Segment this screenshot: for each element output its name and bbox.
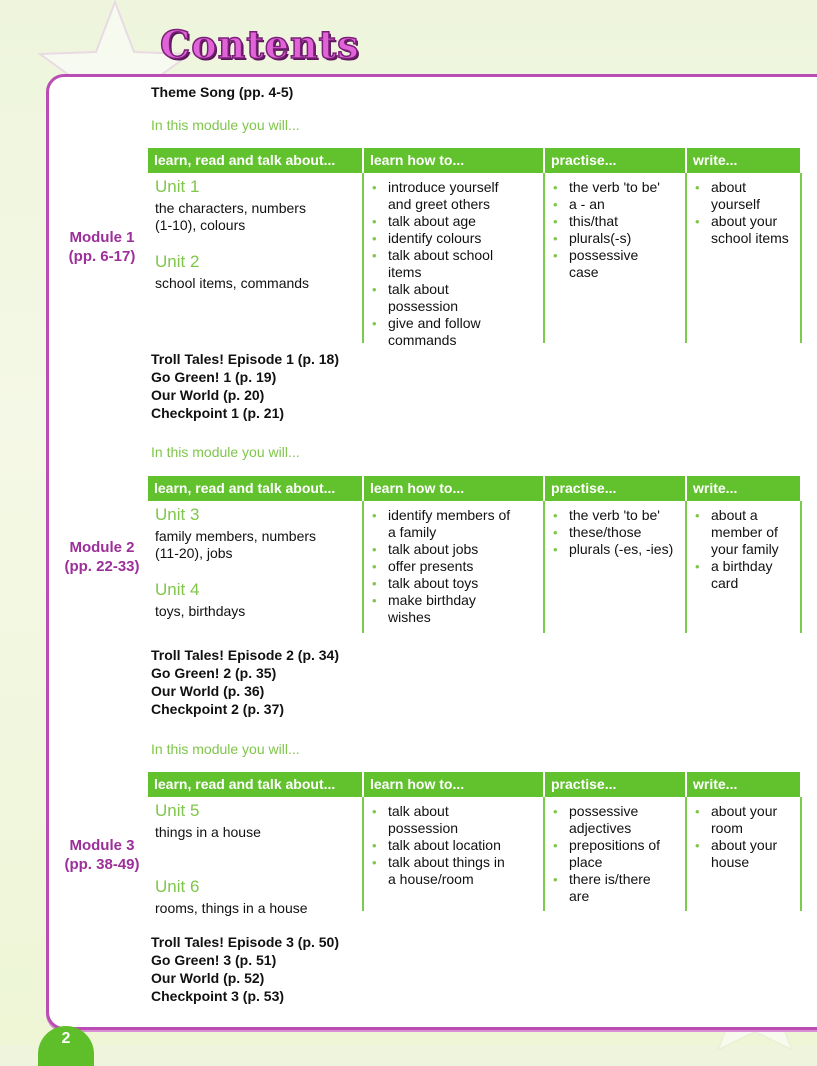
page-title: Contents <box>160 22 360 67</box>
list-item <box>549 524 683 541</box>
column-header: write... <box>687 772 800 797</box>
column-divider <box>800 501 802 633</box>
module-label <box>52 538 152 576</box>
learn-how-list <box>368 179 541 349</box>
list-item <box>691 213 798 247</box>
extra-item: Our World (p. 36) <box>151 683 265 699</box>
module-intro: In this module you will... <box>151 444 300 460</box>
column-header-row <box>148 772 802 797</box>
unit-description-line: (11-20), jobs <box>155 545 233 561</box>
unit-description-line: rooms, things in a house <box>155 900 308 916</box>
list-item <box>549 837 683 871</box>
column-header: write... <box>687 148 800 173</box>
list-item <box>368 575 541 592</box>
extra-item: Go Green! 1 (p. 19) <box>151 369 277 385</box>
unit-description-line: family members, numbers <box>155 528 317 544</box>
list-item-line: • plurals (-es, -ies) <box>569 541 674 557</box>
module-extras <box>151 933 339 1005</box>
module-name: Module 2 <box>69 539 135 556</box>
module-name: Module 1 <box>69 229 135 246</box>
list-item-line: case <box>569 264 599 280</box>
list-item-line: • the verb 'to be' <box>569 507 660 523</box>
column-divider <box>685 173 687 343</box>
list-item <box>549 230 683 247</box>
write-list <box>691 507 798 592</box>
unit-title: Unit 5 <box>155 801 200 820</box>
list-item-line: • talk about things in <box>388 854 505 870</box>
column-divider <box>362 173 364 343</box>
list-item <box>368 281 541 315</box>
list-item-line: • talk about toys <box>388 575 479 591</box>
extra-item: Checkpoint 3 (p. 53) <box>151 988 285 1004</box>
list-item <box>368 541 541 558</box>
module-pages: (pp. 22-33) <box>64 558 140 575</box>
list-item-line: • talk about school <box>388 247 494 263</box>
module-extras <box>151 350 339 422</box>
column-header: write... <box>687 476 800 501</box>
column-header-row <box>148 148 802 173</box>
column-divider <box>543 797 545 911</box>
list-item-line: • prepositions of <box>569 837 661 853</box>
column-header: practise... <box>545 772 685 797</box>
unit-title: Unit 4 <box>155 580 200 599</box>
list-item-line: member of <box>711 524 778 540</box>
list-item <box>691 803 798 837</box>
list-item-line: adjectives <box>569 820 632 836</box>
list-item-line: • there is/there <box>569 871 651 887</box>
practise-list <box>549 803 683 905</box>
list-item <box>549 196 683 213</box>
column-divider <box>543 501 545 633</box>
list-item-line: • plurals(-s) <box>569 230 632 246</box>
unit-description <box>155 603 360 620</box>
learn-how-list <box>368 803 541 888</box>
unit-description-line: the characters, numbers <box>155 200 306 216</box>
list-item-line: possession <box>388 298 459 314</box>
extra-item: Checkpoint 2 (p. 37) <box>151 701 285 717</box>
unit-description <box>155 900 360 917</box>
column-header: learn, read and talk about... <box>148 772 362 797</box>
list-item-line: • these/those <box>569 524 642 540</box>
list-item-line: • identify colours <box>388 230 482 246</box>
practise-list <box>549 507 683 558</box>
column-header: practise... <box>545 476 685 501</box>
unit-description <box>155 824 360 841</box>
list-item <box>368 558 541 575</box>
list-item-line: • possessive <box>569 247 639 263</box>
list-item <box>549 871 683 905</box>
extra-item: Our World (p. 20) <box>151 387 265 403</box>
list-item-line: possession <box>388 820 459 836</box>
extra-item: Troll Tales! Episode 2 (p. 34) <box>151 647 340 663</box>
list-item-line: • about your <box>711 803 778 819</box>
list-item-line: a house/room <box>388 871 474 887</box>
list-item-line: room <box>711 820 743 836</box>
extra-item: Troll Tales! Episode 1 (p. 18) <box>151 351 340 367</box>
unit-description-line: things in a house <box>155 824 261 840</box>
unit-description <box>155 275 360 292</box>
list-item <box>368 803 541 837</box>
list-item-line: • talk about jobs <box>388 541 479 557</box>
list-item-line: • make birthday <box>388 592 476 608</box>
list-item-line: • a birthday <box>711 558 773 574</box>
column-header: learn how to... <box>364 476 543 501</box>
list-item-line: house <box>711 854 750 870</box>
list-item-line: school items <box>711 230 789 246</box>
list-item-line: • talk about <box>388 281 449 297</box>
page-number: 2 <box>38 1026 94 1066</box>
module-intro: In this module you will... <box>151 117 300 133</box>
list-item-line: • give and follow <box>388 315 481 331</box>
list-item <box>691 507 798 558</box>
module-pages: (pp. 38-49) <box>64 856 140 873</box>
list-item <box>368 315 541 349</box>
list-item-line: • the verb 'to be' <box>569 179 660 195</box>
list-item-line: • this/that <box>569 213 619 229</box>
column-header: learn how to... <box>364 772 543 797</box>
column-divider <box>685 501 687 633</box>
list-item <box>549 179 683 196</box>
list-item <box>691 558 798 592</box>
list-item-line: yourself <box>711 196 761 212</box>
column-header: learn how to... <box>364 148 543 173</box>
module-label <box>52 836 152 874</box>
learn-how-list <box>368 507 541 626</box>
extra-item: Checkpoint 1 (p. 21) <box>151 405 285 421</box>
list-item-line: • about your <box>711 213 778 229</box>
list-item <box>549 247 683 281</box>
list-item-line: items <box>388 264 422 280</box>
units-cell <box>155 505 360 620</box>
list-item-line: • about <box>711 179 747 195</box>
unit-description-line: school items, commands <box>155 275 310 291</box>
column-header: practise... <box>545 148 685 173</box>
extra-item: Our World (p. 52) <box>151 970 265 986</box>
list-item-line: • identify members of <box>388 507 511 523</box>
list-item <box>691 179 798 213</box>
list-item <box>549 803 683 837</box>
unit-description <box>155 200 360 234</box>
list-item-line: • about your <box>711 837 778 853</box>
list-item <box>368 213 541 230</box>
list-item-line: • offer presents <box>388 558 474 574</box>
column-divider <box>362 797 364 911</box>
list-item-line: • talk about <box>388 803 449 819</box>
list-item <box>368 592 541 626</box>
list-item <box>368 854 541 888</box>
list-item <box>368 507 541 541</box>
unit-title: Unit 1 <box>155 177 200 196</box>
module-label <box>52 228 152 266</box>
list-item <box>549 213 683 230</box>
column-divider <box>543 173 545 343</box>
list-item-line: • talk about location <box>388 837 501 853</box>
list-item-line: • a - an <box>569 196 605 212</box>
column-header: learn, read and talk about... <box>148 148 362 173</box>
list-item-line: are <box>569 888 590 904</box>
unit-description <box>155 528 360 562</box>
column-header: learn, read and talk about... <box>148 476 362 501</box>
list-item-line: • introduce yourself <box>388 179 499 195</box>
module-name: Module 3 <box>69 837 135 854</box>
module-extras <box>151 646 339 718</box>
column-divider <box>800 173 802 343</box>
list-item <box>549 541 683 558</box>
list-item-line: card <box>711 575 739 591</box>
list-item-line: your family <box>711 541 779 557</box>
list-item-line: • possessive <box>569 803 639 819</box>
unit-title: Unit 2 <box>155 252 200 271</box>
column-header-row <box>148 476 802 501</box>
list-item-line: wishes <box>388 609 431 625</box>
theme-song-line: Theme Song (pp. 4-5) <box>151 84 294 100</box>
unit-description-line: toys, birthdays <box>155 603 246 619</box>
extra-item: Go Green! 3 (p. 51) <box>151 952 277 968</box>
column-divider <box>800 797 802 911</box>
list-item <box>368 837 541 854</box>
list-item-line: • about a <box>711 507 758 523</box>
module-intro: In this module you will... <box>151 741 300 757</box>
extra-item: Troll Tales! Episode 3 (p. 50) <box>151 934 340 950</box>
column-divider <box>685 797 687 911</box>
list-item <box>368 179 541 213</box>
list-item <box>368 230 541 247</box>
write-list <box>691 179 798 247</box>
list-item <box>691 837 798 871</box>
column-divider <box>362 501 364 633</box>
list-item-line: commands <box>388 332 457 348</box>
unit-title: Unit 6 <box>155 877 200 896</box>
list-item-line: place <box>569 854 603 870</box>
module-pages: (pp. 6-17) <box>68 248 136 265</box>
unit-title: Unit 3 <box>155 505 200 524</box>
extra-item: Go Green! 2 (p. 35) <box>151 665 277 681</box>
list-item <box>549 507 683 524</box>
list-item-line: a family <box>388 524 437 540</box>
list-item-line: • talk about age <box>388 213 476 229</box>
write-list <box>691 803 798 871</box>
units-cell <box>155 801 360 917</box>
list-item <box>368 247 541 281</box>
units-cell <box>155 177 360 292</box>
unit-description-line: (1-10), colours <box>155 217 246 233</box>
list-item-line: and greet others <box>388 196 490 212</box>
practise-list <box>549 179 683 281</box>
